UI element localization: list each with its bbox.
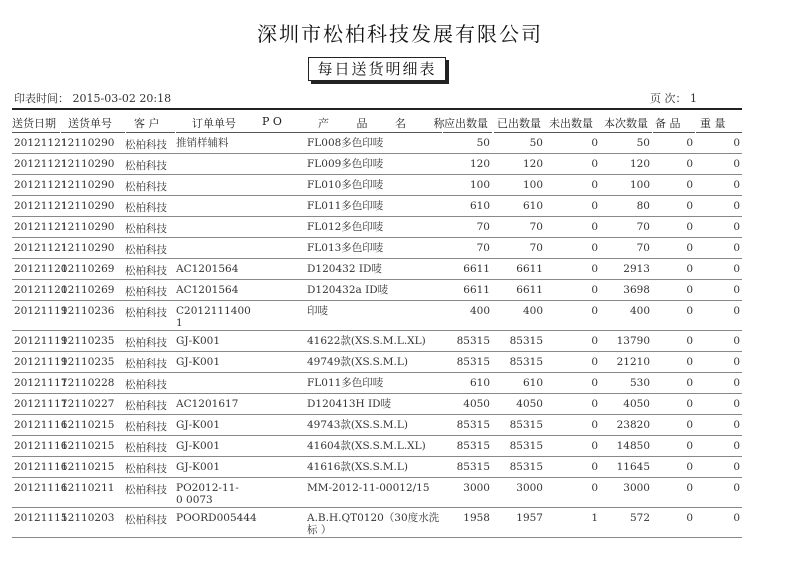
cell-delivery-no: 12110290 — [61, 179, 115, 191]
cell-customer: 松柏科技 — [125, 307, 167, 319]
cell-unshipped-qty: 0 — [591, 419, 598, 431]
cell-unshipped-qty: 0 — [591, 179, 598, 191]
cell-shipped-qty: 85315 — [509, 461, 543, 473]
cell-customer: 松柏科技 — [125, 514, 167, 526]
cell-shipped-qty: 70 — [529, 242, 543, 254]
cell-order-no: GJ-K001 — [176, 440, 221, 452]
cell-weight: 0 — [733, 512, 740, 524]
table-row — [12, 457, 742, 478]
col-header-spare: 备 品 — [655, 117, 681, 130]
cell-date: 20121116 — [14, 482, 68, 494]
col-header-delivery-no: 送货单号 — [68, 117, 112, 130]
cell-date: 20121116 — [14, 419, 68, 431]
cell-due-qty: 120 — [469, 158, 490, 170]
cell-due-qty: 85315 — [456, 356, 490, 368]
cell-due-qty: 70 — [476, 221, 490, 233]
cell-this-qty: 572 — [629, 512, 650, 524]
table-row — [12, 280, 742, 301]
cell-weight: 0 — [733, 440, 740, 452]
col-header-po: P O — [262, 115, 282, 128]
cell-shipped-qty: 610 — [522, 200, 543, 212]
cell-product: 41616款(XS.S.M.L) — [307, 461, 408, 473]
cell-this-qty: 4050 — [623, 398, 650, 410]
cell-date: 20121116 — [14, 440, 68, 452]
cell-date: 20121119 — [14, 335, 68, 347]
cell-date: 20121117 — [14, 377, 68, 389]
cell-this-qty: 70 — [636, 221, 650, 233]
table-row — [12, 331, 742, 352]
cell-product: FL010多色印唛 — [307, 179, 384, 191]
cell-unshipped-qty: 0 — [591, 461, 598, 473]
cell-shipped-qty: 610 — [522, 377, 543, 389]
cell-shipped-qty: 85315 — [509, 419, 543, 431]
col-header-date: 送货日期 — [12, 117, 56, 130]
cell-unshipped-qty: 1 — [591, 512, 598, 524]
cell-due-qty: 85315 — [456, 440, 490, 452]
cell-date: 20121121 — [14, 179, 68, 191]
print-time-value: 2015-03-02 20:18 — [72, 92, 172, 105]
table-row — [12, 508, 742, 538]
cell-due-qty: 610 — [469, 377, 490, 389]
cell-due-qty: 6611 — [463, 263, 490, 275]
cell-weight: 0 — [733, 137, 740, 149]
cell-due-qty: 100 — [469, 179, 490, 191]
cell-shipped-qty: 85315 — [509, 440, 543, 452]
cell-delivery-no: 12110236 — [61, 305, 115, 317]
cell-weight: 0 — [733, 305, 740, 317]
cell-weight: 0 — [733, 356, 740, 368]
cell-spare: 0 — [686, 512, 693, 524]
cell-product: FL009多色印唛 — [307, 158, 384, 170]
report-title: 每日送货明细表 — [308, 57, 446, 81]
cell-spare: 0 — [686, 356, 693, 368]
print-time — [14, 90, 171, 106]
header-rule — [12, 108, 742, 110]
cell-product: FL011多色印唛 — [307, 200, 384, 212]
table-header — [12, 111, 742, 133]
cell-date: 20121121 — [14, 158, 68, 170]
cell-spare: 0 — [686, 221, 693, 233]
cell-due-qty: 3000 — [463, 482, 490, 494]
cell-due-qty: 70 — [476, 242, 490, 254]
cell-product: 41622款(XS.S.M.L.XL) — [307, 335, 426, 347]
cell-unshipped-qty: 0 — [591, 356, 598, 368]
table-row — [12, 373, 742, 394]
cell-shipped-qty: 4050 — [516, 398, 543, 410]
cell-unshipped-qty: 0 — [591, 284, 598, 296]
cell-delivery-no: 12110235 — [61, 335, 115, 347]
print-time-label: 印表时间： — [14, 92, 69, 105]
cell-spare: 0 — [686, 305, 693, 317]
cell-customer: 松柏科技 — [125, 265, 167, 277]
cell-spare: 0 — [686, 158, 693, 170]
cell-product: D120432 ID唛 — [307, 263, 382, 275]
table-row — [12, 394, 742, 415]
cell-spare: 0 — [686, 284, 693, 296]
cell-weight: 0 — [733, 284, 740, 296]
cell-unshipped-qty: 0 — [591, 440, 598, 452]
cell-delivery-no: 12110290 — [61, 137, 115, 149]
cell-unshipped-qty: 0 — [591, 158, 598, 170]
cell-date: 20121121 — [14, 137, 68, 149]
cell-unshipped-qty: 0 — [591, 335, 598, 347]
page-label: 页 次： — [650, 92, 687, 105]
cell-product: 印唛 — [307, 305, 328, 317]
cell-due-qty: 6611 — [463, 284, 490, 296]
cell-date: 20121119 — [14, 305, 68, 317]
cell-product: FL012多色印唛 — [307, 221, 384, 233]
cell-order-no: C2012111400 1 — [176, 305, 251, 329]
cell-due-qty: 4050 — [463, 398, 490, 410]
cell-spare: 0 — [686, 263, 693, 275]
cell-shipped-qty: 70 — [529, 221, 543, 233]
cell-weight: 0 — [733, 179, 740, 191]
cell-customer: 松柏科技 — [125, 181, 167, 193]
cell-this-qty: 80 — [636, 200, 650, 212]
cell-customer: 松柏科技 — [125, 139, 167, 151]
cell-customer: 松柏科技 — [125, 160, 167, 172]
col-header-shipped-qty: 已出数量 — [497, 117, 541, 130]
cell-shipped-qty: 85315 — [509, 356, 543, 368]
cell-shipped-qty: 6611 — [516, 263, 543, 275]
cell-weight: 0 — [733, 461, 740, 473]
cell-this-qty: 50 — [636, 137, 650, 149]
cell-spare: 0 — [686, 461, 693, 473]
cell-shipped-qty: 3000 — [516, 482, 543, 494]
col-header-weight: 重 量 — [700, 117, 726, 130]
cell-product: FL011多色印唛 — [307, 377, 384, 389]
cell-unshipped-qty: 0 — [591, 137, 598, 149]
cell-this-qty: 21210 — [616, 356, 650, 368]
table-row — [12, 217, 742, 238]
table-row — [12, 154, 742, 175]
cell-weight: 0 — [733, 242, 740, 254]
company-name: 深圳市松柏科技发展有限公司 — [257, 22, 543, 46]
cell-due-qty: 400 — [469, 305, 490, 317]
cell-spare: 0 — [686, 377, 693, 389]
cell-order-no: AC1201564 — [176, 263, 239, 275]
cell-customer: 松柏科技 — [125, 484, 167, 496]
cell-weight: 0 — [733, 221, 740, 233]
cell-due-qty: 85315 — [456, 419, 490, 431]
cell-due-qty: 85315 — [456, 461, 490, 473]
table-row — [12, 238, 742, 259]
cell-weight: 0 — [733, 377, 740, 389]
table-row — [12, 478, 742, 508]
cell-customer: 松柏科技 — [125, 379, 167, 391]
cell-delivery-no: 12110269 — [61, 284, 115, 296]
page-indicator — [650, 90, 697, 106]
cell-spare: 0 — [686, 482, 693, 494]
cell-customer: 松柏科技 — [125, 202, 167, 214]
cell-date: 20121117 — [14, 398, 68, 410]
cell-product: MM-2012-11-00012/15 — [307, 482, 430, 494]
cell-order-no: 推销样辅料 — [176, 137, 229, 149]
col-header-product: 产 品 名 称 — [318, 117, 457, 130]
cell-delivery-no: 12110215 — [61, 419, 115, 431]
cell-product: 49743款(XS.S.M.L) — [307, 419, 408, 431]
cell-this-qty: 2913 — [623, 263, 650, 275]
cell-order-no: PO2012-11-0 0073 — [176, 482, 239, 506]
cell-spare: 0 — [686, 419, 693, 431]
cell-spare: 0 — [686, 137, 693, 149]
cell-delivery-no: 12110227 — [61, 398, 115, 410]
cell-this-qty: 100 — [629, 179, 650, 191]
table-row — [12, 196, 742, 217]
cell-this-qty: 23820 — [616, 419, 650, 431]
cell-delivery-no: 12110215 — [61, 461, 115, 473]
cell-product: A.B.H.QT0120（30度水洗标 ） — [307, 512, 440, 536]
cell-weight: 0 — [733, 335, 740, 347]
cell-date: 20121120 — [14, 284, 68, 296]
cell-this-qty: 70 — [636, 242, 650, 254]
table-row — [12, 175, 742, 196]
table-row — [12, 436, 742, 457]
col-header-due-qty: 应出数量 — [444, 117, 488, 130]
page-number: 1 — [690, 92, 697, 105]
cell-shipped-qty: 120 — [522, 158, 543, 170]
cell-weight: 0 — [733, 398, 740, 410]
cell-order-no: AC1201564 — [176, 284, 239, 296]
cell-due-qty: 85315 — [456, 335, 490, 347]
table-row — [12, 301, 742, 331]
cell-date: 20121119 — [14, 356, 68, 368]
cell-due-qty: 50 — [476, 137, 490, 149]
cell-weight: 0 — [733, 200, 740, 212]
cell-product: 41604款(XS.S.M.L.XL) — [307, 440, 426, 452]
cell-this-qty: 530 — [629, 377, 650, 389]
cell-order-no: GJ-K001 — [176, 335, 221, 347]
cell-unshipped-qty: 0 — [591, 482, 598, 494]
cell-delivery-no: 12110228 — [61, 377, 115, 389]
cell-delivery-no: 12110235 — [61, 356, 115, 368]
cell-date: 20121116 — [14, 461, 68, 473]
cell-unshipped-qty: 0 — [591, 242, 598, 254]
cell-delivery-no: 12110211 — [61, 482, 115, 494]
cell-product: FL008多色印唛 — [307, 137, 384, 149]
cell-shipped-qty: 6611 — [516, 284, 543, 296]
col-header-unshipped-qty: 未出数量 — [549, 117, 593, 130]
cell-product: 49749款(XS.S.M.L) — [307, 356, 408, 368]
cell-delivery-no: 12110290 — [61, 242, 115, 254]
cell-spare: 0 — [686, 200, 693, 212]
cell-delivery-no: 12110269 — [61, 263, 115, 275]
table-row — [12, 415, 742, 436]
cell-date: 20121121 — [14, 242, 68, 254]
cell-customer: 松柏科技 — [125, 358, 167, 370]
cell-delivery-no: 12110290 — [61, 158, 115, 170]
cell-customer: 松柏科技 — [125, 337, 167, 349]
cell-this-qty: 400 — [629, 305, 650, 317]
cell-product: D120413H ID唛 — [307, 398, 392, 410]
cell-weight: 0 — [733, 158, 740, 170]
cell-shipped-qty: 400 — [522, 305, 543, 317]
cell-customer: 松柏科技 — [125, 286, 167, 298]
cell-weight: 0 — [733, 419, 740, 431]
cell-order-no: GJ-K001 — [176, 356, 221, 368]
cell-this-qty: 120 — [629, 158, 650, 170]
cell-customer: 松柏科技 — [125, 244, 167, 256]
cell-due-qty: 1958 — [463, 512, 490, 524]
cell-spare: 0 — [686, 242, 693, 254]
cell-spare: 0 — [686, 398, 693, 410]
cell-unshipped-qty: 0 — [591, 221, 598, 233]
cell-spare: 0 — [686, 440, 693, 452]
cell-customer: 松柏科技 — [125, 400, 167, 412]
cell-delivery-no: 12110215 — [61, 440, 115, 452]
cell-unshipped-qty: 0 — [591, 200, 598, 212]
cell-order-no: AC1201617 — [176, 398, 239, 410]
cell-this-qty: 13790 — [616, 335, 650, 347]
cell-date: 20121121 — [14, 221, 68, 233]
col-header-order-no: 订单单号 — [192, 117, 236, 130]
col-header-customer: 客 户 — [134, 117, 160, 130]
cell-customer: 松柏科技 — [125, 442, 167, 454]
cell-weight: 0 — [733, 482, 740, 494]
cell-shipped-qty: 100 — [522, 179, 543, 191]
cell-shipped-qty: 50 — [529, 137, 543, 149]
cell-this-qty: 3698 — [623, 284, 650, 296]
cell-product: FL013多色印唛 — [307, 242, 384, 254]
cell-due-qty: 610 — [469, 200, 490, 212]
col-header-this-qty: 本次数量 — [604, 117, 648, 130]
cell-customer: 松柏科技 — [125, 421, 167, 433]
cell-product: D120432a ID唛 — [307, 284, 389, 296]
cell-order-no: POORD005444 — [176, 512, 257, 524]
cell-delivery-no: 12110203 — [61, 512, 115, 524]
cell-order-no: GJ-K001 — [176, 419, 221, 431]
cell-unshipped-qty: 0 — [591, 263, 598, 275]
cell-customer: 松柏科技 — [125, 223, 167, 235]
cell-unshipped-qty: 0 — [591, 305, 598, 317]
cell-weight: 0 — [733, 263, 740, 275]
cell-date: 20121115 — [14, 512, 68, 524]
cell-delivery-no: 12110290 — [61, 200, 115, 212]
cell-spare: 0 — [686, 335, 693, 347]
cell-this-qty: 3000 — [623, 482, 650, 494]
table-row — [12, 133, 742, 154]
table-row — [12, 259, 742, 280]
cell-date: 20121121 — [14, 200, 68, 212]
cell-order-no: GJ-K001 — [176, 461, 221, 473]
cell-unshipped-qty: 0 — [591, 377, 598, 389]
cell-shipped-qty: 85315 — [509, 335, 543, 347]
cell-unshipped-qty: 0 — [591, 398, 598, 410]
cell-this-qty: 11645 — [616, 461, 650, 473]
cell-delivery-no: 12110290 — [61, 221, 115, 233]
cell-spare: 0 — [686, 179, 693, 191]
cell-this-qty: 14850 — [616, 440, 650, 452]
cell-date: 20121120 — [14, 263, 68, 275]
table-row — [12, 352, 742, 373]
cell-shipped-qty: 1957 — [516, 512, 543, 524]
cell-customer: 松柏科技 — [125, 463, 167, 475]
delivery-table — [12, 111, 742, 538]
